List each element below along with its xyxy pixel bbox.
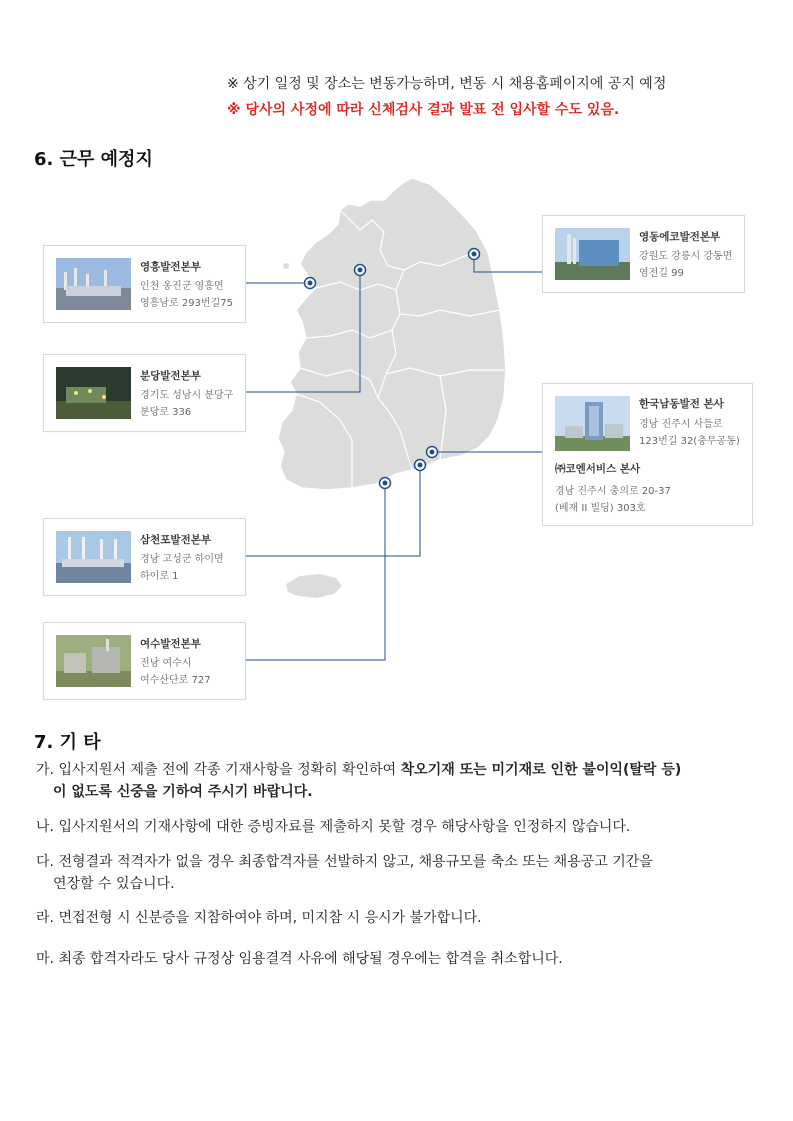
notes-line-2: ※ 당사의 사정에 따라 신체검사 결과 발표 전 입사할 수도 있음. <box>227 102 620 118</box>
item-marker: 마. <box>36 951 54 967</box>
location-name: 삼천포발전본부 <box>140 534 212 546</box>
plant-photo <box>555 228 630 280</box>
etc-item-ga <box>36 759 681 803</box>
korea-mainland-shape <box>278 178 506 490</box>
plant-photo <box>56 635 131 687</box>
headquarters-photo <box>555 396 630 451</box>
notes-line-1: ※ 상기 일정 및 장소는 변동가능하며, 변동 시 채용홈페이지에 공지 예정 <box>227 76 667 92</box>
plant-photo <box>56 258 131 310</box>
item-text-2: 연장할 수 있습니다. <box>53 876 175 892</box>
location-address-1: 경남 고성군 하이면 <box>140 554 224 565</box>
item-marker: 다. <box>36 854 54 870</box>
location-address-1: 전남 여수시 <box>140 658 192 669</box>
location-name-secondary: ㈜코엔서비스 본사 <box>555 463 641 475</box>
location-name: 영동에코발전본부 <box>639 231 721 243</box>
location-address-3: 경남 진주시 충의로 20-37 <box>555 486 671 497</box>
location-address-1: 경기도 성남시 분당구 <box>140 390 234 401</box>
item-bold-text: 착오기재 또는 미기재로 인한 불이익(탈락 등) <box>400 762 682 778</box>
location-address-2: 123번길 32(충무공동) <box>639 436 740 447</box>
location-card-samcheonpo <box>43 518 246 596</box>
location-card-yeosu <box>43 622 246 700</box>
plant-photo <box>56 367 131 419</box>
location-address-1: 강원도 강릉시 강동면 <box>639 251 733 262</box>
item-bold-text-2: 이 없도록 신중을 기하여 주시기 바랍니다. <box>53 784 313 800</box>
location-address-1: 인천 옹진군 영흥면 <box>140 281 224 292</box>
location-address-4: (베재 II 빌딩) 303호 <box>555 503 646 514</box>
location-address-1: 경남 진주시 사들로 <box>639 419 723 430</box>
location-name: 분당발전본부 <box>140 370 201 382</box>
location-card-yeongheung <box>43 245 246 323</box>
item-text: 입사지원서 제출 전에 각종 기재사항을 정확히 확인하여 <box>58 762 401 778</box>
location-card-yeongdong <box>542 215 745 293</box>
etc-item-ma <box>36 948 563 970</box>
item-marker: 가. <box>36 762 54 778</box>
item-text: 면접전형 시 신분증을 지참하여야 하며, 미지참 시 응시가 불가합니다. <box>58 910 482 926</box>
location-card-bundang <box>43 354 246 432</box>
item-marker: 라. <box>36 910 54 926</box>
section-7-title: 7. 기 타 <box>34 732 101 753</box>
location-name: 여수발전본부 <box>140 638 201 650</box>
jeju-island-shape <box>286 574 342 598</box>
work-location-map <box>0 170 793 710</box>
etc-item-da <box>36 851 653 895</box>
location-address-2: 여수산단로 727 <box>140 675 211 686</box>
location-card-headquarters <box>542 383 753 526</box>
location-address-2: 영흥남로 293번길75 <box>140 298 233 309</box>
item-text: 최종 합격자라도 당사 규정상 임용결격 사유에 해당될 경우에는 합격을 취소합니다. <box>58 951 563 967</box>
item-text: 입사지원서의 기재사항에 대한 증빙자료를 제출하지 못할 경우 해당사항을 인정하지 않습니다. <box>58 819 631 835</box>
item-text: 전형결과 적격자가 없을 경우 최종합격자를 선발하지 않고, 채용규모를 축소 또는 채용공고 기간을 <box>58 854 653 870</box>
etc-item-na <box>36 816 630 838</box>
location-address-2: 분당로 336 <box>140 407 192 418</box>
location-address-2: 하이로 1 <box>140 571 179 582</box>
etc-item-ra <box>36 907 482 929</box>
plant-photo <box>56 531 131 583</box>
section-6-title: 6. 근무 예정지 <box>34 149 153 170</box>
location-address-2: 염전길 99 <box>639 268 684 279</box>
location-name: 한국남동발전 본사 <box>639 398 724 410</box>
location-name: 영흥발전본부 <box>140 261 201 273</box>
item-marker: 나. <box>36 819 54 835</box>
